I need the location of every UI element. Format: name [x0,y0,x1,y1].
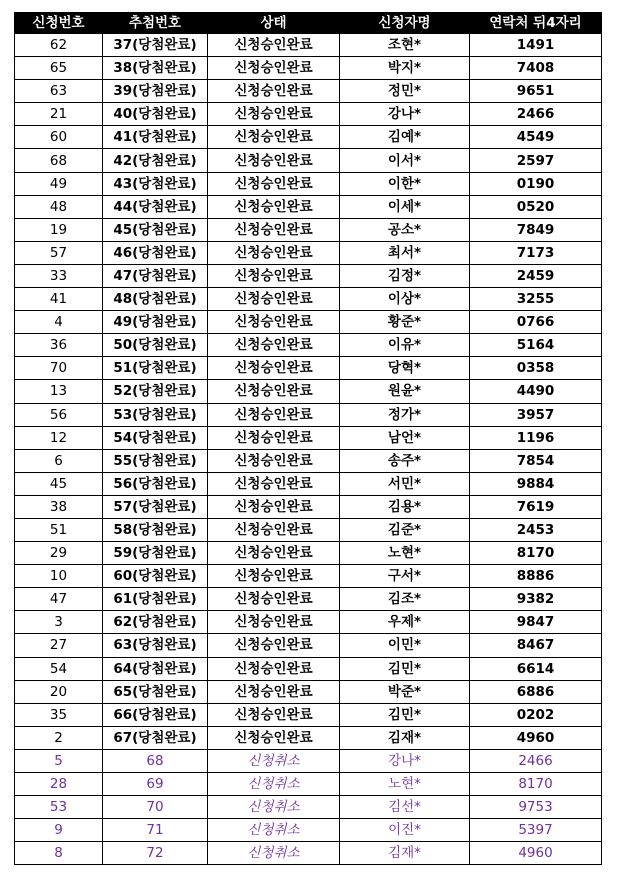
application-number-cell: 53 [15,796,103,819]
draw-number-cell: 56(당첨완료) [103,472,208,495]
phone-last4-cell: 7408 [470,57,602,80]
table-row [15,611,602,634]
table-row [15,842,602,865]
phone-last4-cell: 4960 [470,842,602,865]
phone-last4-cell: 2466 [470,749,602,772]
draw-number-cell: 41(당첨완료) [103,126,208,149]
applicant-name-cell: 김재* [340,726,470,749]
draw-number-cell: 66(당첨완료) [103,703,208,726]
status-cell: 신청승인완료 [208,241,340,264]
status-cell: 신청승인완료 [208,264,340,287]
phone-last4-cell: 4490 [470,380,602,403]
table-row [15,288,602,311]
application-number-cell: 2 [15,726,103,749]
table-row [15,126,602,149]
application-number-cell: 12 [15,426,103,449]
table-row [15,264,602,287]
table-row [15,311,602,334]
phone-last4-cell: 7173 [470,241,602,264]
phone-last4-cell: 9651 [470,80,602,103]
applicant-name-cell: 송주* [340,449,470,472]
table-row [15,749,602,772]
table-row [15,403,602,426]
applicant-name-cell: 김민* [340,703,470,726]
phone-last4-cell: 5164 [470,334,602,357]
application-number-cell: 10 [15,565,103,588]
application-number-cell: 36 [15,334,103,357]
applicant-name-cell: 김민* [340,657,470,680]
phone-last4-cell: 7849 [470,218,602,241]
draw-number-cell: 65(당첨완료) [103,680,208,703]
applicant-name-cell: 김예* [340,126,470,149]
application-number-cell: 51 [15,518,103,541]
applicant-name-cell: 이민* [340,634,470,657]
application-number-cell: 63 [15,80,103,103]
status-cell: 신청승인완료 [208,357,340,380]
application-number-cell: 3 [15,611,103,634]
draw-number-cell: 53(당첨완료) [103,403,208,426]
application-number-cell: 33 [15,264,103,287]
draw-number-cell: 71 [103,819,208,842]
table-row [15,703,602,726]
phone-last4-cell: 4549 [470,126,602,149]
application-number-cell: 4 [15,311,103,334]
application-number-cell: 48 [15,195,103,218]
draw-number-cell: 47(당첨완료) [103,264,208,287]
draw-number-cell: 62(당첨완료) [103,611,208,634]
application-number-cell: 54 [15,657,103,680]
status-cell: 신청승인완료 [208,472,340,495]
table-row [15,449,602,472]
header-phone-last4: 연락처 뒤4자리 [470,13,602,34]
status-cell: 신청승인완료 [208,149,340,172]
application-number-cell: 56 [15,403,103,426]
applicant-name-cell: 김정* [340,264,470,287]
phone-last4-cell: 0190 [470,172,602,195]
table-row [15,680,602,703]
status-cell: 신청승인완료 [208,218,340,241]
status-cell: 신청승인완료 [208,680,340,703]
phone-last4-cell: 2453 [470,518,602,541]
table-row [15,103,602,126]
lottery-results-table [14,12,602,865]
table-row [15,565,602,588]
phone-last4-cell: 2459 [470,264,602,287]
phone-last4-cell: 0520 [470,195,602,218]
phone-last4-cell: 6886 [470,680,602,703]
phone-last4-cell: 9753 [470,796,602,819]
table-row [15,172,602,195]
status-cell: 신청취소 [208,796,340,819]
applicant-name-cell: 김용* [340,495,470,518]
phone-last4-cell: 8170 [470,773,602,796]
table-row [15,472,602,495]
draw-number-cell: 44(당첨완료) [103,195,208,218]
table-row [15,218,602,241]
table-row [15,195,602,218]
phone-last4-cell: 1491 [470,34,602,57]
phone-last4-cell: 3255 [470,288,602,311]
table-row [15,796,602,819]
status-cell: 신청취소 [208,819,340,842]
draw-number-cell: 55(당첨완료) [103,449,208,472]
phone-last4-cell: 3957 [470,403,602,426]
applicant-name-cell: 김준* [340,518,470,541]
table-row [15,380,602,403]
applicant-name-cell: 김선* [340,796,470,819]
table-row [15,657,602,680]
draw-number-cell: 59(당첨완료) [103,542,208,565]
phone-last4-cell: 4960 [470,726,602,749]
phone-last4-cell: 1196 [470,426,602,449]
draw-number-cell: 51(당첨완료) [103,357,208,380]
application-number-cell: 6 [15,449,103,472]
table-row [15,334,602,357]
draw-number-cell: 40(당첨완료) [103,103,208,126]
phone-last4-cell: 8170 [470,542,602,565]
application-number-cell: 28 [15,773,103,796]
application-number-cell: 49 [15,172,103,195]
status-cell: 신청승인완료 [208,426,340,449]
table-row [15,495,602,518]
phone-last4-cell: 8886 [470,565,602,588]
draw-number-cell: 38(당첨완료) [103,57,208,80]
status-cell: 신청승인완료 [208,103,340,126]
phone-last4-cell: 9884 [470,472,602,495]
table-row [15,773,602,796]
header-row [15,13,602,34]
draw-number-cell: 72 [103,842,208,865]
status-cell: 신청승인완료 [208,726,340,749]
status-cell: 신청승인완료 [208,611,340,634]
status-cell: 신청승인완료 [208,288,340,311]
applicant-name-cell: 조현* [340,34,470,57]
applicant-name-cell: 김조* [340,588,470,611]
phone-last4-cell: 5397 [470,819,602,842]
application-number-cell: 47 [15,588,103,611]
status-cell: 신청승인완료 [208,126,340,149]
draw-number-cell: 67(당첨완료) [103,726,208,749]
draw-number-cell: 52(당첨완료) [103,380,208,403]
applicant-name-cell: 박지* [340,57,470,80]
applicant-name-cell: 당혁* [340,357,470,380]
table-row [15,426,602,449]
application-number-cell: 29 [15,542,103,565]
status-cell: 신청승인완료 [208,703,340,726]
draw-number-cell: 42(당첨완료) [103,149,208,172]
applicant-name-cell: 정민* [340,80,470,103]
phone-last4-cell: 9382 [470,588,602,611]
application-number-cell: 65 [15,57,103,80]
application-number-cell: 9 [15,819,103,842]
table-row [15,819,602,842]
phone-last4-cell: 0766 [470,311,602,334]
phone-last4-cell: 9847 [470,611,602,634]
phone-last4-cell: 7854 [470,449,602,472]
applicant-name-cell: 정가* [340,403,470,426]
table-row [15,634,602,657]
phone-last4-cell: 0202 [470,703,602,726]
applicant-name-cell: 박준* [340,680,470,703]
draw-number-cell: 63(당첨완료) [103,634,208,657]
applicant-name-cell: 구서* [340,565,470,588]
status-cell: 신청승인완료 [208,80,340,103]
draw-number-cell: 45(당첨완료) [103,218,208,241]
table-row [15,34,602,57]
status-cell: 신청취소 [208,842,340,865]
status-cell: 신청승인완료 [208,495,340,518]
application-number-cell: 45 [15,472,103,495]
table-row [15,149,602,172]
table-row [15,241,602,264]
phone-last4-cell: 8467 [470,634,602,657]
draw-number-cell: 49(당첨완료) [103,311,208,334]
application-number-cell: 41 [15,288,103,311]
applicant-name-cell: 노현* [340,542,470,565]
applicant-name-cell: 황준* [340,311,470,334]
status-cell: 신청취소 [208,749,340,772]
applicant-name-cell: 김재* [340,842,470,865]
status-cell: 신청승인완료 [208,334,340,357]
phone-last4-cell: 2597 [470,149,602,172]
status-cell: 신청승인완료 [208,588,340,611]
application-number-cell: 21 [15,103,103,126]
application-number-cell: 62 [15,34,103,57]
application-number-cell: 8 [15,842,103,865]
applicant-name-cell: 남언* [340,426,470,449]
application-number-cell: 20 [15,680,103,703]
applicant-name-cell: 강나* [340,103,470,126]
table-row [15,80,602,103]
applicant-name-cell: 강나* [340,749,470,772]
header-application-number: 신청번호 [15,13,103,34]
applicant-name-cell: 이한* [340,172,470,195]
application-number-cell: 5 [15,749,103,772]
status-cell: 신청승인완료 [208,403,340,426]
draw-number-cell: 70 [103,796,208,819]
application-number-cell: 27 [15,634,103,657]
table-row [15,542,602,565]
draw-number-cell: 57(당첨완료) [103,495,208,518]
draw-number-cell: 54(당첨완료) [103,426,208,449]
status-cell: 신청승인완료 [208,195,340,218]
status-cell: 신청승인완료 [208,565,340,588]
status-cell: 신청승인완료 [208,311,340,334]
draw-number-cell: 61(당첨완료) [103,588,208,611]
phone-last4-cell: 7619 [470,495,602,518]
draw-number-cell: 48(당첨완료) [103,288,208,311]
applicant-name-cell: 우제* [340,611,470,634]
applicant-name-cell: 서민* [340,472,470,495]
draw-number-cell: 50(당첨완료) [103,334,208,357]
application-number-cell: 35 [15,703,103,726]
table-body [15,34,602,865]
application-number-cell: 60 [15,126,103,149]
phone-last4-cell: 0358 [470,357,602,380]
draw-number-cell: 68 [103,749,208,772]
table-row [15,357,602,380]
applicant-name-cell: 이유* [340,334,470,357]
application-number-cell: 57 [15,241,103,264]
header-status: 상태 [208,13,340,34]
applicant-name-cell: 원윤* [340,380,470,403]
draw-number-cell: 43(당첨완료) [103,172,208,195]
table-row [15,57,602,80]
status-cell: 신청승인완료 [208,380,340,403]
draw-number-cell: 39(당첨완료) [103,80,208,103]
draw-number-cell: 37(당첨완료) [103,34,208,57]
status-cell: 신청승인완료 [208,449,340,472]
application-number-cell: 19 [15,218,103,241]
status-cell: 신청승인완료 [208,518,340,541]
status-cell: 신청승인완료 [208,634,340,657]
application-number-cell: 38 [15,495,103,518]
table-row [15,588,602,611]
applicant-name-cell: 이세* [340,195,470,218]
header-draw-number: 추첨번호 [103,13,208,34]
draw-number-cell: 60(당첨완료) [103,565,208,588]
application-number-cell: 68 [15,149,103,172]
status-cell: 신청승인완료 [208,657,340,680]
status-cell: 신청취소 [208,773,340,796]
applicant-name-cell: 공소* [340,218,470,241]
applicant-name-cell: 이진* [340,819,470,842]
applicant-name-cell: 노현* [340,773,470,796]
phone-last4-cell: 2466 [470,103,602,126]
header-applicant-name: 신청자명 [340,13,470,34]
draw-number-cell: 58(당첨완료) [103,518,208,541]
phone-last4-cell: 6614 [470,657,602,680]
draw-number-cell: 64(당첨완료) [103,657,208,680]
draw-number-cell: 46(당첨완료) [103,241,208,264]
applicant-name-cell: 이상* [340,288,470,311]
draw-number-cell: 69 [103,773,208,796]
application-number-cell: 70 [15,357,103,380]
status-cell: 신청승인완료 [208,542,340,565]
status-cell: 신청승인완료 [208,57,340,80]
status-cell: 신청승인완료 [208,34,340,57]
applicant-name-cell: 최서* [340,241,470,264]
status-cell: 신청승인완료 [208,172,340,195]
applicant-name-cell: 이서* [340,149,470,172]
table-row [15,726,602,749]
table-row [15,518,602,541]
application-number-cell: 13 [15,380,103,403]
